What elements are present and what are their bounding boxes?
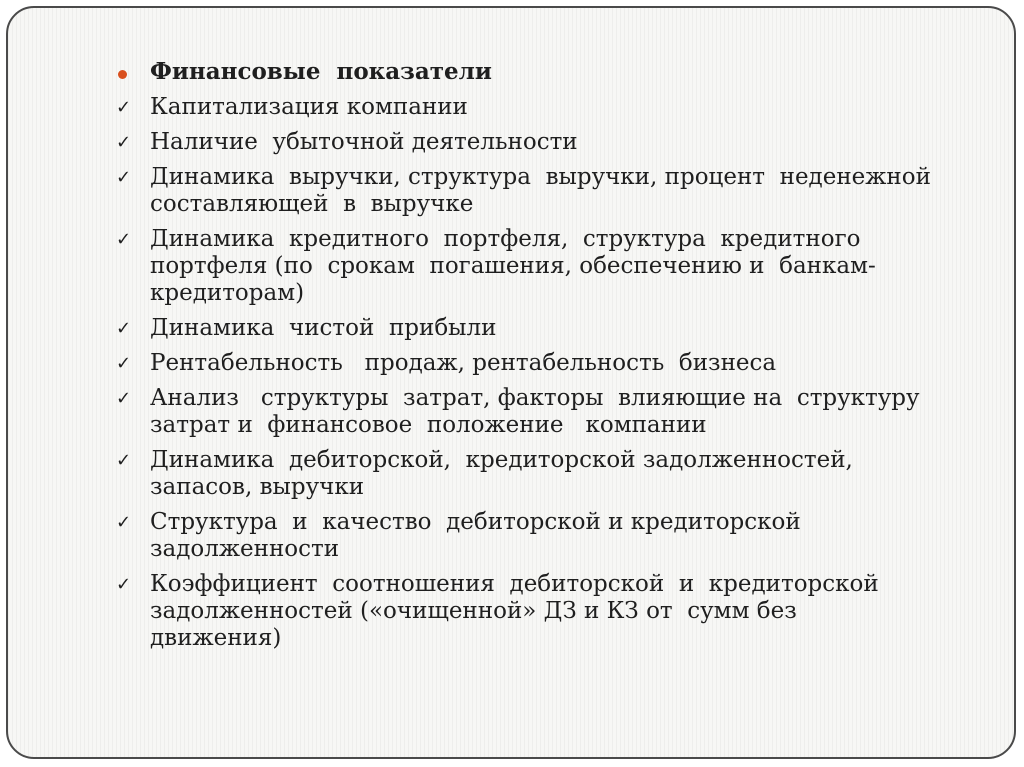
- list-item: [112, 447, 972, 501]
- checkmark-icon: ✓: [116, 388, 132, 409]
- list-item: [112, 571, 972, 652]
- list-item: [112, 350, 972, 377]
- checkmark-icon: ✓: [116, 167, 132, 188]
- list-item: [112, 509, 972, 563]
- list-item: [112, 385, 972, 439]
- checkmark-icon: ✓: [116, 318, 132, 339]
- list-item-text: Коэффициент соотношения дебиторской и кредиторской задолженностей («очищенной» ДЗ и КЗ от сумм без движения): [150, 571, 879, 651]
- checkmark-icon: ✓: [116, 574, 132, 595]
- list-item-text: Динамика дебиторской, кредиторской задолженностей, запасов, выручки: [150, 447, 853, 500]
- list-item-text: Наличие убыточной деятельности: [150, 129, 578, 155]
- list-item-text: Анализ структуры затрат, факторы влияющие на структуру затрат и финансовое положение компании: [150, 385, 920, 438]
- list-item-text: Рентабельность продаж, рентабельность бизнеса: [150, 350, 777, 376]
- list-item-text: Структура и качество дебиторской и кредиторской задолженности: [150, 509, 801, 562]
- slide-frame: [6, 6, 1016, 759]
- checkmark-icon: ✓: [116, 97, 132, 118]
- heading-text: Финансовые показатели: [150, 58, 492, 85]
- checkmark-icon: ✓: [116, 229, 132, 250]
- checkmark-icon: ✓: [116, 132, 132, 153]
- list-heading: [112, 58, 972, 85]
- list-item: [112, 164, 972, 218]
- list-item-text: Динамика кредитного портфеля, структура кредитного портфеля (по срокам погашения, обеспечению и банкам- кредиторам): [150, 226, 876, 306]
- list-item-text: Капитализация компании: [150, 94, 468, 120]
- checkmark-icon: ✓: [116, 353, 132, 374]
- list-item: [112, 129, 972, 156]
- list-item-text: Динамика чистой прибыли: [150, 315, 497, 341]
- list-item-text: Динамика выручки, структура выручки, процент неденежной составляющей в выручке: [150, 164, 931, 217]
- bullet-icon: [116, 58, 138, 85]
- bullet-list: [112, 58, 972, 660]
- checkmark-icon: ✓: [116, 450, 132, 471]
- list-item: [112, 94, 972, 121]
- bullet-dot: [118, 70, 127, 79]
- checkmark-icon: ✓: [116, 512, 132, 533]
- list-item: [112, 226, 972, 307]
- list-item: [112, 315, 972, 342]
